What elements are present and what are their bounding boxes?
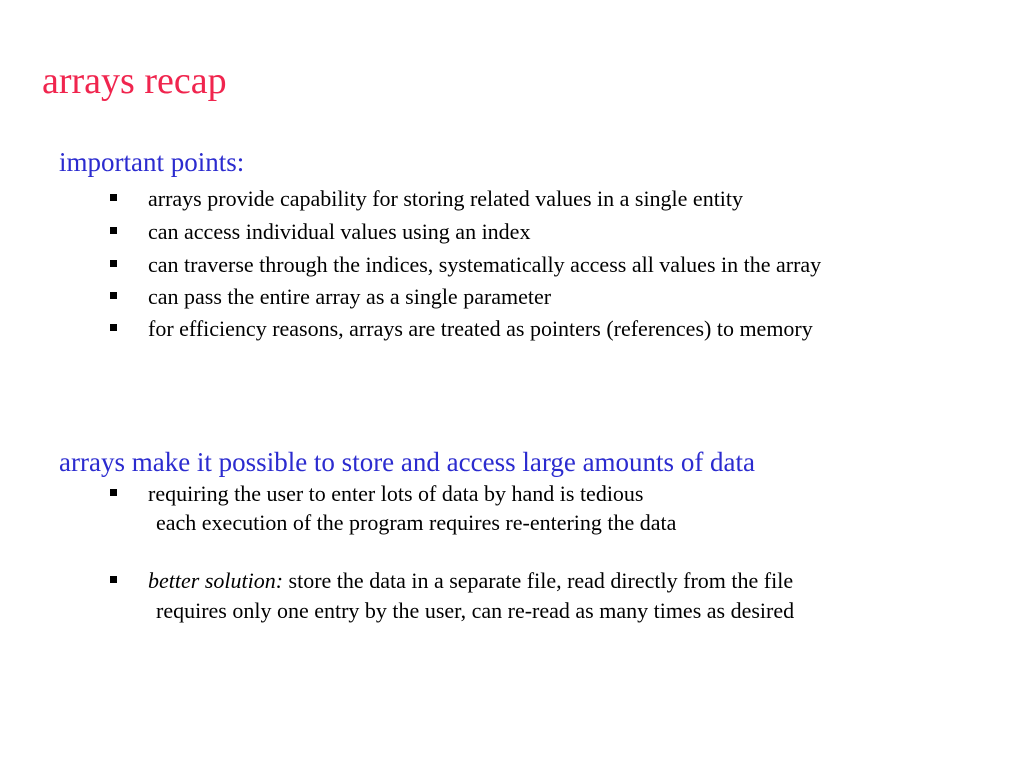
- bullet-subline: each execution of the program requires re-entering the data: [156, 510, 677, 535]
- bullet-text: can traverse through the indices, systematically access all values in the array: [148, 252, 822, 277]
- bullet-text-rest: store the data in a separate file, read directly from the file: [283, 568, 794, 593]
- bullet-square-icon: [110, 260, 117, 267]
- bullet-text: can access individual values using an index: [148, 219, 531, 244]
- bullet-text: arrays provide capability for storing related values in a single entity: [148, 186, 744, 211]
- bullet-square-icon: [110, 227, 117, 234]
- slide-title: arrays recap: [42, 60, 227, 102]
- bullet-square-icon: [110, 489, 117, 496]
- bullet-emphasis: better solution:: [148, 568, 284, 593]
- bullet-text: requiring the user to enter lots of data by hand is tedious: [148, 481, 644, 506]
- bullet-text: can pass the entire array as a single parameter: [148, 284, 552, 309]
- section-heading-important-points: important points:: [59, 147, 245, 177]
- section-heading-large-data: arrays make it possible to store and access large amounts of data: [59, 447, 756, 477]
- bullet-square-icon: [110, 576, 117, 583]
- bullet-text: for efficiency reasons, arrays are treated as pointers (references) to memory: [148, 316, 813, 341]
- bullet-square-icon: [110, 324, 117, 331]
- bullet-square-icon: [110, 292, 117, 299]
- bullet-text: [148, 566, 793, 596]
- bullet-square-icon: [110, 194, 117, 201]
- bullet-subline: requires only one entry by the user, can re-read as many times as desired: [156, 598, 795, 623]
